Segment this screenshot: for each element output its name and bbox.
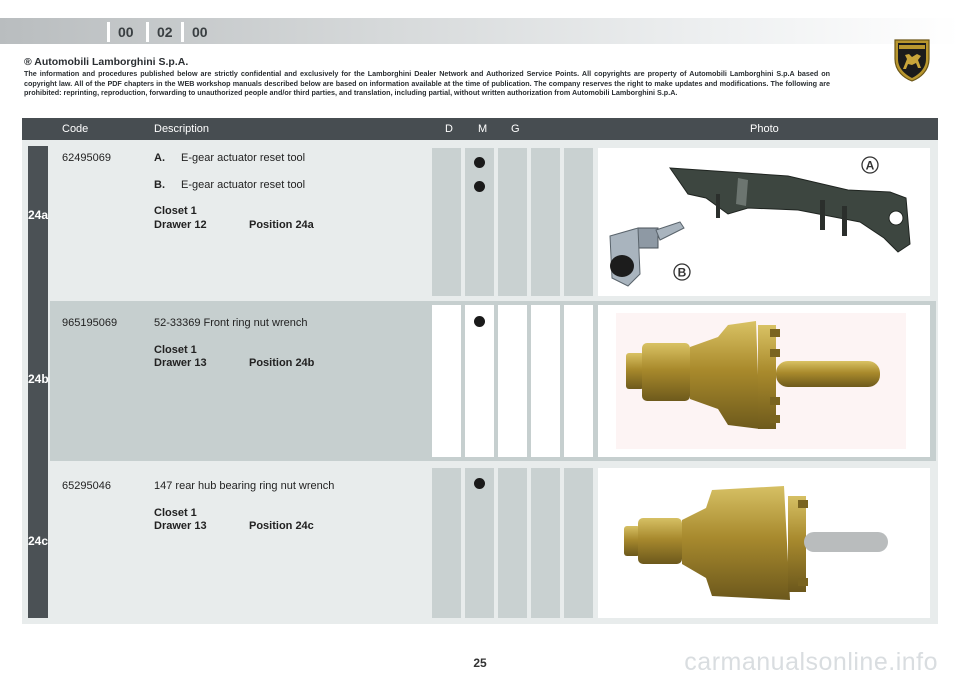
cell-d [432,148,461,296]
drawer-label: Drawer 12 [154,218,207,231]
tool-code: 62495069 [62,152,111,164]
row-label-24a: 24a [28,208,49,222]
callout-b: B [677,265,687,280]
drawer-label: Drawer 13 [154,520,207,532]
section-code-2: 02 [146,20,173,44]
item-text: 52-33369 Front ring nut wrench [154,317,308,329]
cell-extra-1 [531,305,560,457]
table-row [50,301,936,461]
tool-description [154,480,334,534]
tool-photo [598,148,930,296]
position-label: Position 24a [249,218,314,231]
tool-description [154,317,314,371]
cell-extra-2 [564,148,593,296]
table-header [22,118,938,140]
watermark: carmanualsonline.info [684,648,938,676]
col-photo: Photo [750,123,779,135]
availability-dot [474,181,485,192]
availability-dot [474,478,485,489]
cell-m [465,468,494,618]
col-code: Code [62,123,89,135]
col-m: M [478,123,488,135]
cell-g [498,305,527,457]
cell-g [498,468,527,618]
header-band [0,18,960,44]
section-code-3: 00 [181,20,208,44]
drawer-label: Drawer 13 [154,357,207,369]
cell-m [465,148,494,296]
hub-bearing-wrench-image [598,468,930,618]
closet-label: Closet 1 [154,506,197,519]
cell-d [432,305,461,457]
item-letter: A. [154,152,165,164]
cell-extra-2 [564,305,593,457]
actuator-tool-image [598,148,930,296]
cell-g [498,148,527,296]
position-label: Position 24c [249,520,314,532]
col-g: G [511,123,520,135]
table-row [50,146,936,298]
position-label: Position 24b [249,357,315,369]
lamborghini-logo [892,37,932,83]
closet-label: Closet 1 [154,343,197,356]
row-label-24b: 24b [28,372,49,386]
item-text: 147 rear hub bearing ring nut wrench [154,480,335,492]
availability-dot [474,316,485,327]
item-text: E-gear actuator reset tool [181,178,306,191]
item-text: E-gear actuator reset tool [181,152,306,164]
legal-notice: The information and procedures published below are strictly confidential and exclusively for the Lamborghini Dealer Network and Authorized Service Points. All copyrights are property of Automobili Lamborghini S.p.A based on copyright law. All of the PDF chapters in the WEB workshop manuals described below are based on information available at the time of publication. The company reserves the right to make updates and modifications. The following are prohibited: reprinting, reproduction, forwarding to unauthorized people and/or third parties, and translation, including partial, without written authorization from Automobili Lamborghini S.p.A. [24,69,830,98]
row-label-24c: 24c [28,534,49,548]
cell-m [465,305,494,457]
tool-photo [598,305,930,457]
company-name: ® Automobili Lamborghini S.p.A. [24,56,189,68]
tool-code: 65295046 [62,480,111,492]
item-letter: B. [154,178,165,191]
copyright-block [24,56,830,98]
tool-photo [598,468,930,618]
ring-nut-wrench-image [598,305,930,457]
tool-description [154,152,314,232]
cell-d [432,468,461,618]
section-code-1: 00 [107,20,134,44]
table-row [50,464,936,622]
tools-table [22,118,938,624]
cell-extra-1 [531,148,560,296]
col-d: D [445,123,453,135]
section-strip [28,146,48,618]
closet-label: Closet 1 [154,205,197,217]
tool-code: 965195069 [62,317,118,329]
col-description: Description [154,123,210,135]
callout-a: A [865,158,875,173]
cell-extra-2 [564,468,593,618]
page-number: 25 [473,656,487,670]
cell-extra-1 [531,468,560,618]
availability-dot [474,157,485,168]
